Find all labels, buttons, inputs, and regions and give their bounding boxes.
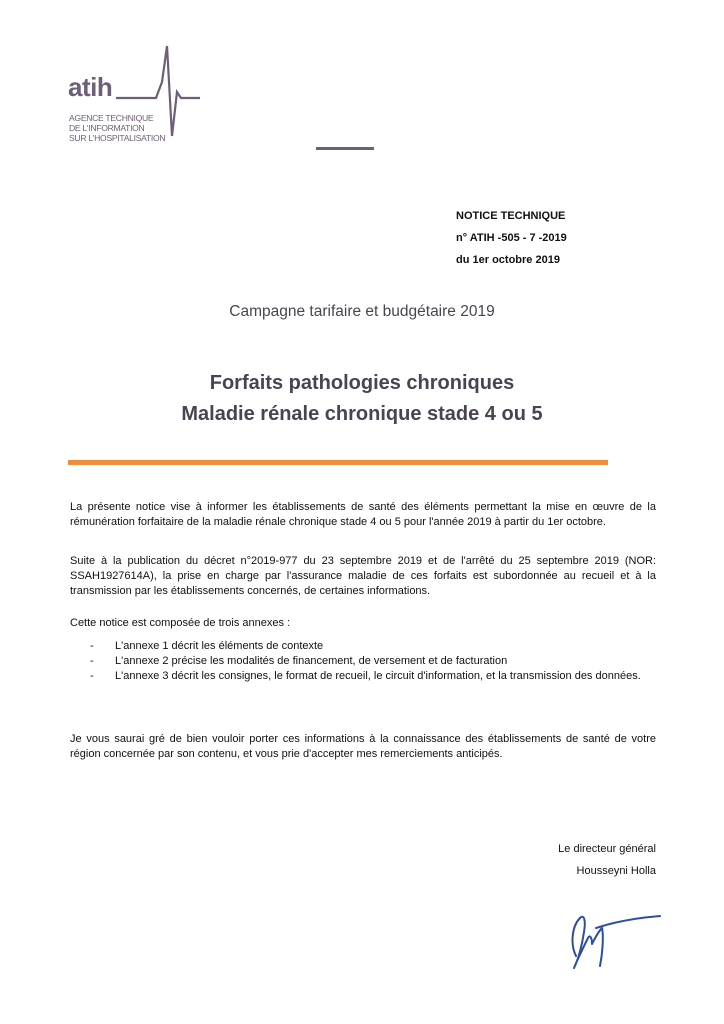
list-dash: - [90, 670, 94, 682]
list-item [90, 639, 656, 654]
notice-date: du 1er octobre 2019 [456, 254, 560, 266]
handwritten-signature [556, 898, 676, 978]
annexes-list [90, 639, 656, 684]
header-divider [316, 147, 374, 150]
annex-text: L'annexe 2 précise les modalités de financement, de versement et de facturation [115, 655, 508, 667]
notice-number: n° ATIH -505 - 7 -2019 [456, 232, 567, 244]
title-line-1: Forfaits pathologies chroniques [209, 372, 515, 394]
signatory-role: Le directeur général [558, 843, 656, 855]
title-underline-rule [68, 460, 608, 465]
notice-header [456, 205, 567, 271]
annex-text: L'annexe 1 décrit les éléments de contexte [115, 640, 324, 652]
signatory-name: Housseyni Holla [576, 865, 656, 877]
paragraph-intro: La présente notice vise à informer les établissements de santé des éléments permettant la mise en œuvre de la rémunération forfaitaire de la maladie rénale chronique stade 4 ou 5 pour l'année 2019 à partir du 1er octobre. [70, 501, 656, 528]
logo-subtitle-line: AGENCE TECHNIQUE [69, 113, 154, 123]
atih-logo-subtitle [69, 113, 165, 143]
campaign-heading: Campagne tarifaire et budgétaire 2019 [229, 303, 495, 320]
logo-subtitle-line: SUR L'HOSPITALISATION [69, 133, 166, 143]
list-item [90, 654, 656, 669]
signatory-block [558, 838, 656, 882]
list-dash: - [90, 640, 94, 652]
list-dash: - [90, 655, 94, 667]
annex-text: L'annexe 3 décrit les consignes, le format de recueil, le circuit d'information, et la transmission des données. [115, 670, 641, 682]
atih-logo-wordmark: atih [68, 72, 113, 102]
paragraph-decree: Suite à la publication du décret n°2019-977 du 23 septembre 2019 et de l'arrêté du 25 septembre 2019 (NOR: SSAH1927614A), la prise en charge par l'assurance maladie de ces forfaits est subordonnée au recueil et à la transmission par les établissements concernés, de certaines informations. [70, 555, 656, 597]
list-item [90, 669, 656, 684]
paragraph-closing: Je vous saurai gré de bien vouloir porter ces informations à la connaissance des établissements de santé de votre région concernée par son contenu, et vous prie d'accepter mes remerciements anticipés. [70, 733, 656, 760]
notice-label: NOTICE TECHNIQUE [456, 210, 566, 222]
title-line-2: Maladie rénale chronique stade 4 ou 5 [181, 403, 543, 425]
paragraph-annexes-intro: Cette notice est composée de trois annexes : [70, 617, 291, 629]
document-title [0, 368, 724, 430]
logo-subtitle-line: DE L'INFORMATION [69, 123, 145, 133]
